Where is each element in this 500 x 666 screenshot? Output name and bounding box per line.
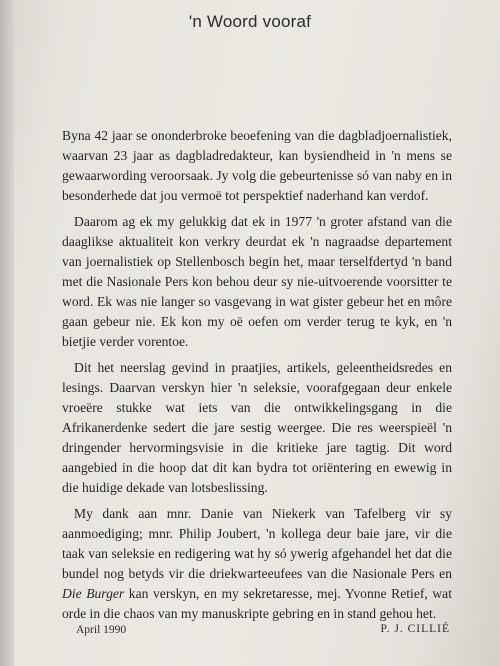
page-gutter — [0, 0, 14, 666]
newspaper-title: Die Burger — [62, 586, 125, 601]
paragraph-4-text-a: My dank aan mnr. Danie van Niekerk van Tafelberg vir sy aanmoediging; mnr. Philip Joubert, 'n kollega deur baie jare, vir die taak van seleksie en redigering wat hy só ywerig afgehandel het dat die bundel nog betyds vir die driekwarteeufees van die Nasionale Pers en — [62, 506, 452, 581]
paragraph-2: Daarom ag ek my gelukkig dat ek in 1977 'n groter afstand van die daaglikse aktualiteit kon verkry deurdat ek 'n nagraadse departement van joernalistiek op Stellenbosch begin het, maar terselfdertyd 'n band met die Nasionale Pers kon behou deur sy nie-uitvoerende voorsitter te word. Ek was nie langer so vasgevang in wat gister gebeur het en môre gaan gebeur nie. Ek kon my oë oefen om verder terug te kyk, en 'n bietjie verder vorentoe. — [62, 214, 452, 349]
author-signature: P. J. CILLIÉ — [380, 623, 450, 635]
date-line: April 1990 — [76, 624, 127, 636]
page-title: 'n Woord vooraf — [188, 12, 312, 31]
paragraph-1: Byna 42 jaar se ononderbroke beoefening van die dagbladjoernalistiek, waarvan 23 jaar as dagbladredakteur, kan bysiendheid in 'n mens se gewaarwording veroorsaak. Jy volg die gebeurtenisse só van naby en in besonderhede dat jou vermoë tot perspektief naderhand kan verdof. — [62, 128, 452, 203]
paragraph-4-text-b: kan verskyn, en my sekretaresse, mej. Yvonne Retief, wat orde in die chaos van my manuskripte gebring en in stand gehou het. — [62, 586, 452, 621]
paragraph-4 — [62, 504, 452, 624]
paragraph-3: Dit het neerslag gevind in praatjies, artikels, geleentheidsredes en lesings. Daarvan verskyn hier 'n seleksie, voorafgegaan deur enkele vroeëre stukke wat iets van die ontwikkelingsgang in die Afrikanerdenke sedert die jare sestig weergee. Die res weerspieël 'n dringender hervormingsvisie in die kritieke jare tagtig. Dit word aangebied in die hoop dat dit kan bydra tot oriëntering en ewewig in die huidige dekade van lotsbeslissing. — [62, 360, 452, 495]
body-text — [62, 126, 452, 630]
